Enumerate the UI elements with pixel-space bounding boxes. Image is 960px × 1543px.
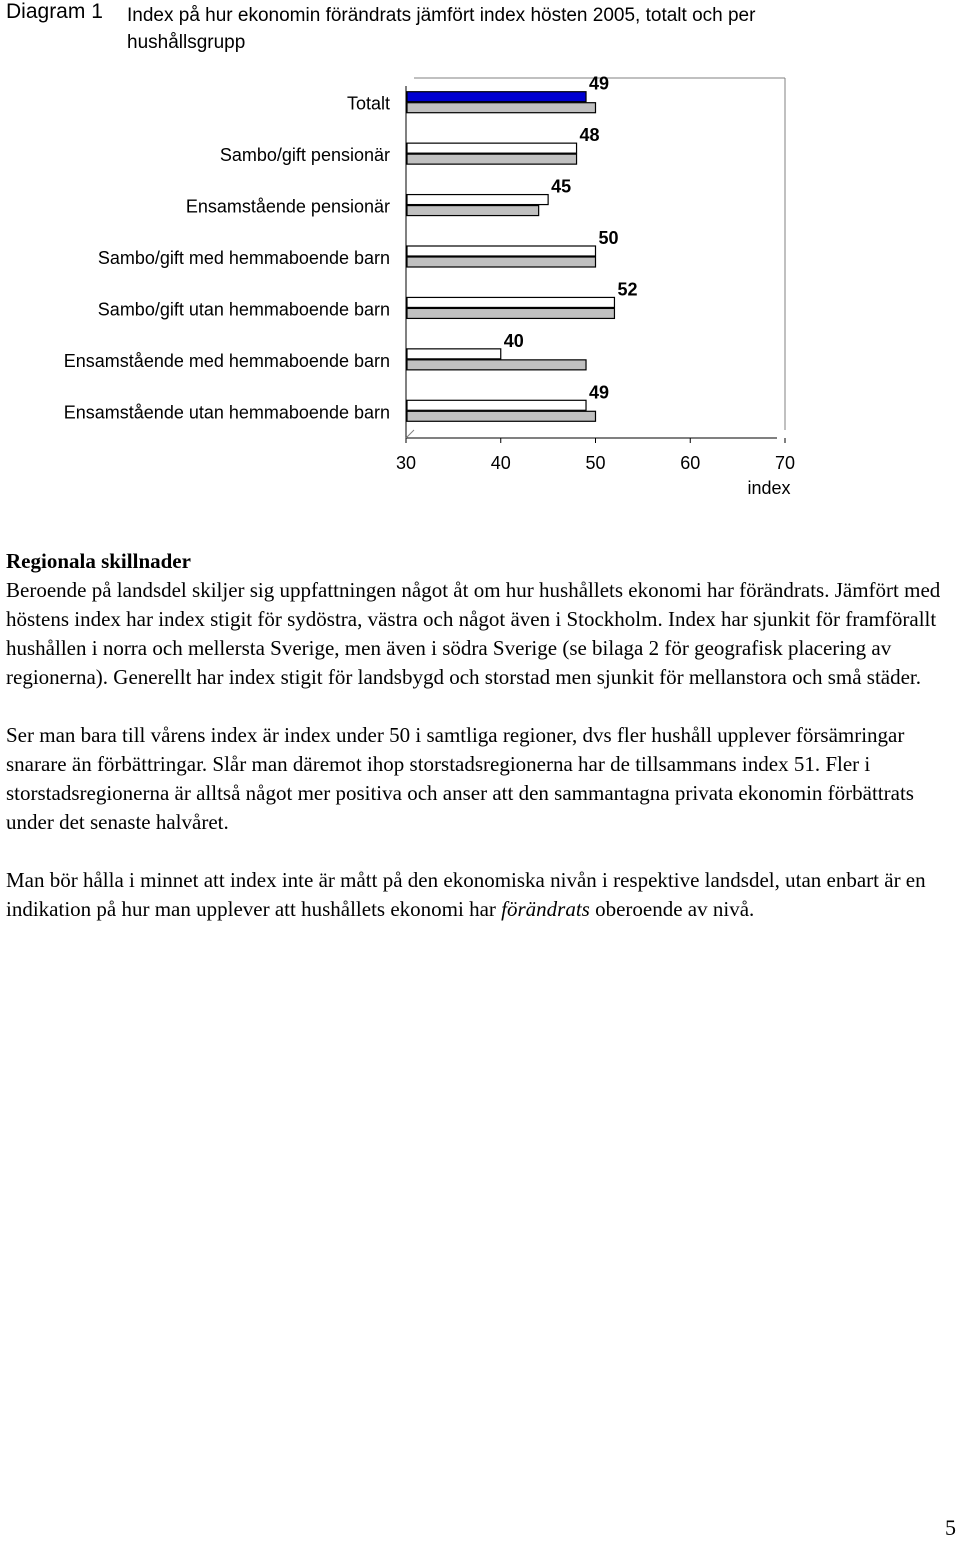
bar-series-1: [407, 195, 548, 205]
bar-series-2: [407, 206, 539, 216]
category-label: Ensamstående utan hemmaboende barn: [63, 402, 390, 423]
x-tick-label: 70: [774, 453, 796, 473]
bar-series-1: [407, 297, 614, 307]
diagram-title: Index på hur ekonomin förändrats jämfört index hösten 2005, totalt och per hushållsgrupp: [127, 5, 756, 53]
x-tick-label: 30: [395, 453, 417, 473]
bar-series-2: [407, 360, 586, 370]
bar-series-1: [407, 246, 596, 256]
page-number: 5: [945, 1515, 956, 1540]
data-label: 48: [579, 125, 600, 146]
paragraph-3-text-b: oberoende av nivå.: [589, 897, 755, 921]
paragraph-3: [6, 866, 951, 924]
bar-series-1: [407, 400, 586, 410]
bar-chart: [0, 60, 960, 510]
x-axis-depth: [406, 430, 414, 438]
category-label: Ensamstående med hemmaboende barn: [63, 350, 390, 371]
category-label: Ensamstående pensionär: [185, 196, 390, 217]
bar-series-2: [407, 257, 596, 267]
body-text: [6, 547, 951, 953]
x-tick-label: 60: [680, 453, 701, 473]
category-label: Sambo/gift utan hemmaboende barn: [97, 299, 390, 320]
data-label: 40: [503, 330, 524, 351]
paragraph-3-italic: förändrats: [501, 897, 590, 921]
data-label: 52: [617, 279, 638, 300]
diagram-label: Diagram 1: [6, 0, 103, 23]
bar-series-2: [407, 308, 614, 318]
x-tick-label: 50: [585, 453, 606, 473]
section-heading: Regionala skillnader: [6, 549, 191, 573]
data-label: 49: [589, 382, 610, 403]
category-label: Sambo/gift med hemmaboende barn: [97, 248, 390, 268]
category-label: Sambo/gift pensionär: [219, 145, 390, 166]
bar-series-1: [407, 349, 501, 359]
plot-area: [64, 74, 795, 498]
paragraph-3-text-a: Man bör hålla i minnet att index inte är mått på den ekonomiska nivån i respektive landsdel, utan enbart är en indikation på hur man upplever att hushållets ekonomi har: [6, 868, 926, 921]
data-label: 50: [598, 228, 619, 248]
data-label: 45: [551, 176, 572, 197]
bar-series-2: [407, 411, 596, 421]
paragraph-regional: [6, 547, 951, 692]
paragraph-2: Ser man bara till vårens index är index under 50 i samtliga regioner, dvs fler hushåll upplever försämringar snarare än förbättringar. Slår man däremot ihop storstadsregionerna har de tillsammans index 51. Fler i storstadsregionerna är alltså något mer positiva och anser att den sammantagna privata ekonomin förbättrats under det senaste halvåret.: [6, 723, 914, 834]
bar-series-1: [407, 143, 577, 153]
x-axis-label: index: [747, 478, 791, 498]
category-label: Totalt: [346, 93, 390, 114]
bar-series-2: [407, 103, 596, 113]
data-label: 49: [589, 73, 610, 94]
bar-series-1: [407, 92, 586, 102]
x-tick-label: 40: [490, 453, 511, 473]
paragraph-1: Beroende på landsdel skiljer sig uppfattningen något åt om hur hushållets ekonomi har förändrats. Jämfört med höstens index har index stigit för sydöstra, västra och något även i Stockholm. Index har sjunkit för framförallt hushållen i norra och mellersta Sverige, men även i södra Sverige (se bilaga 2 för geografisk placering av regionerna). Generellt har index stigit för landsbygd och storstad men sjunkit för mellanstora och små städer.: [6, 578, 941, 689]
bar-series-2: [407, 154, 577, 164]
